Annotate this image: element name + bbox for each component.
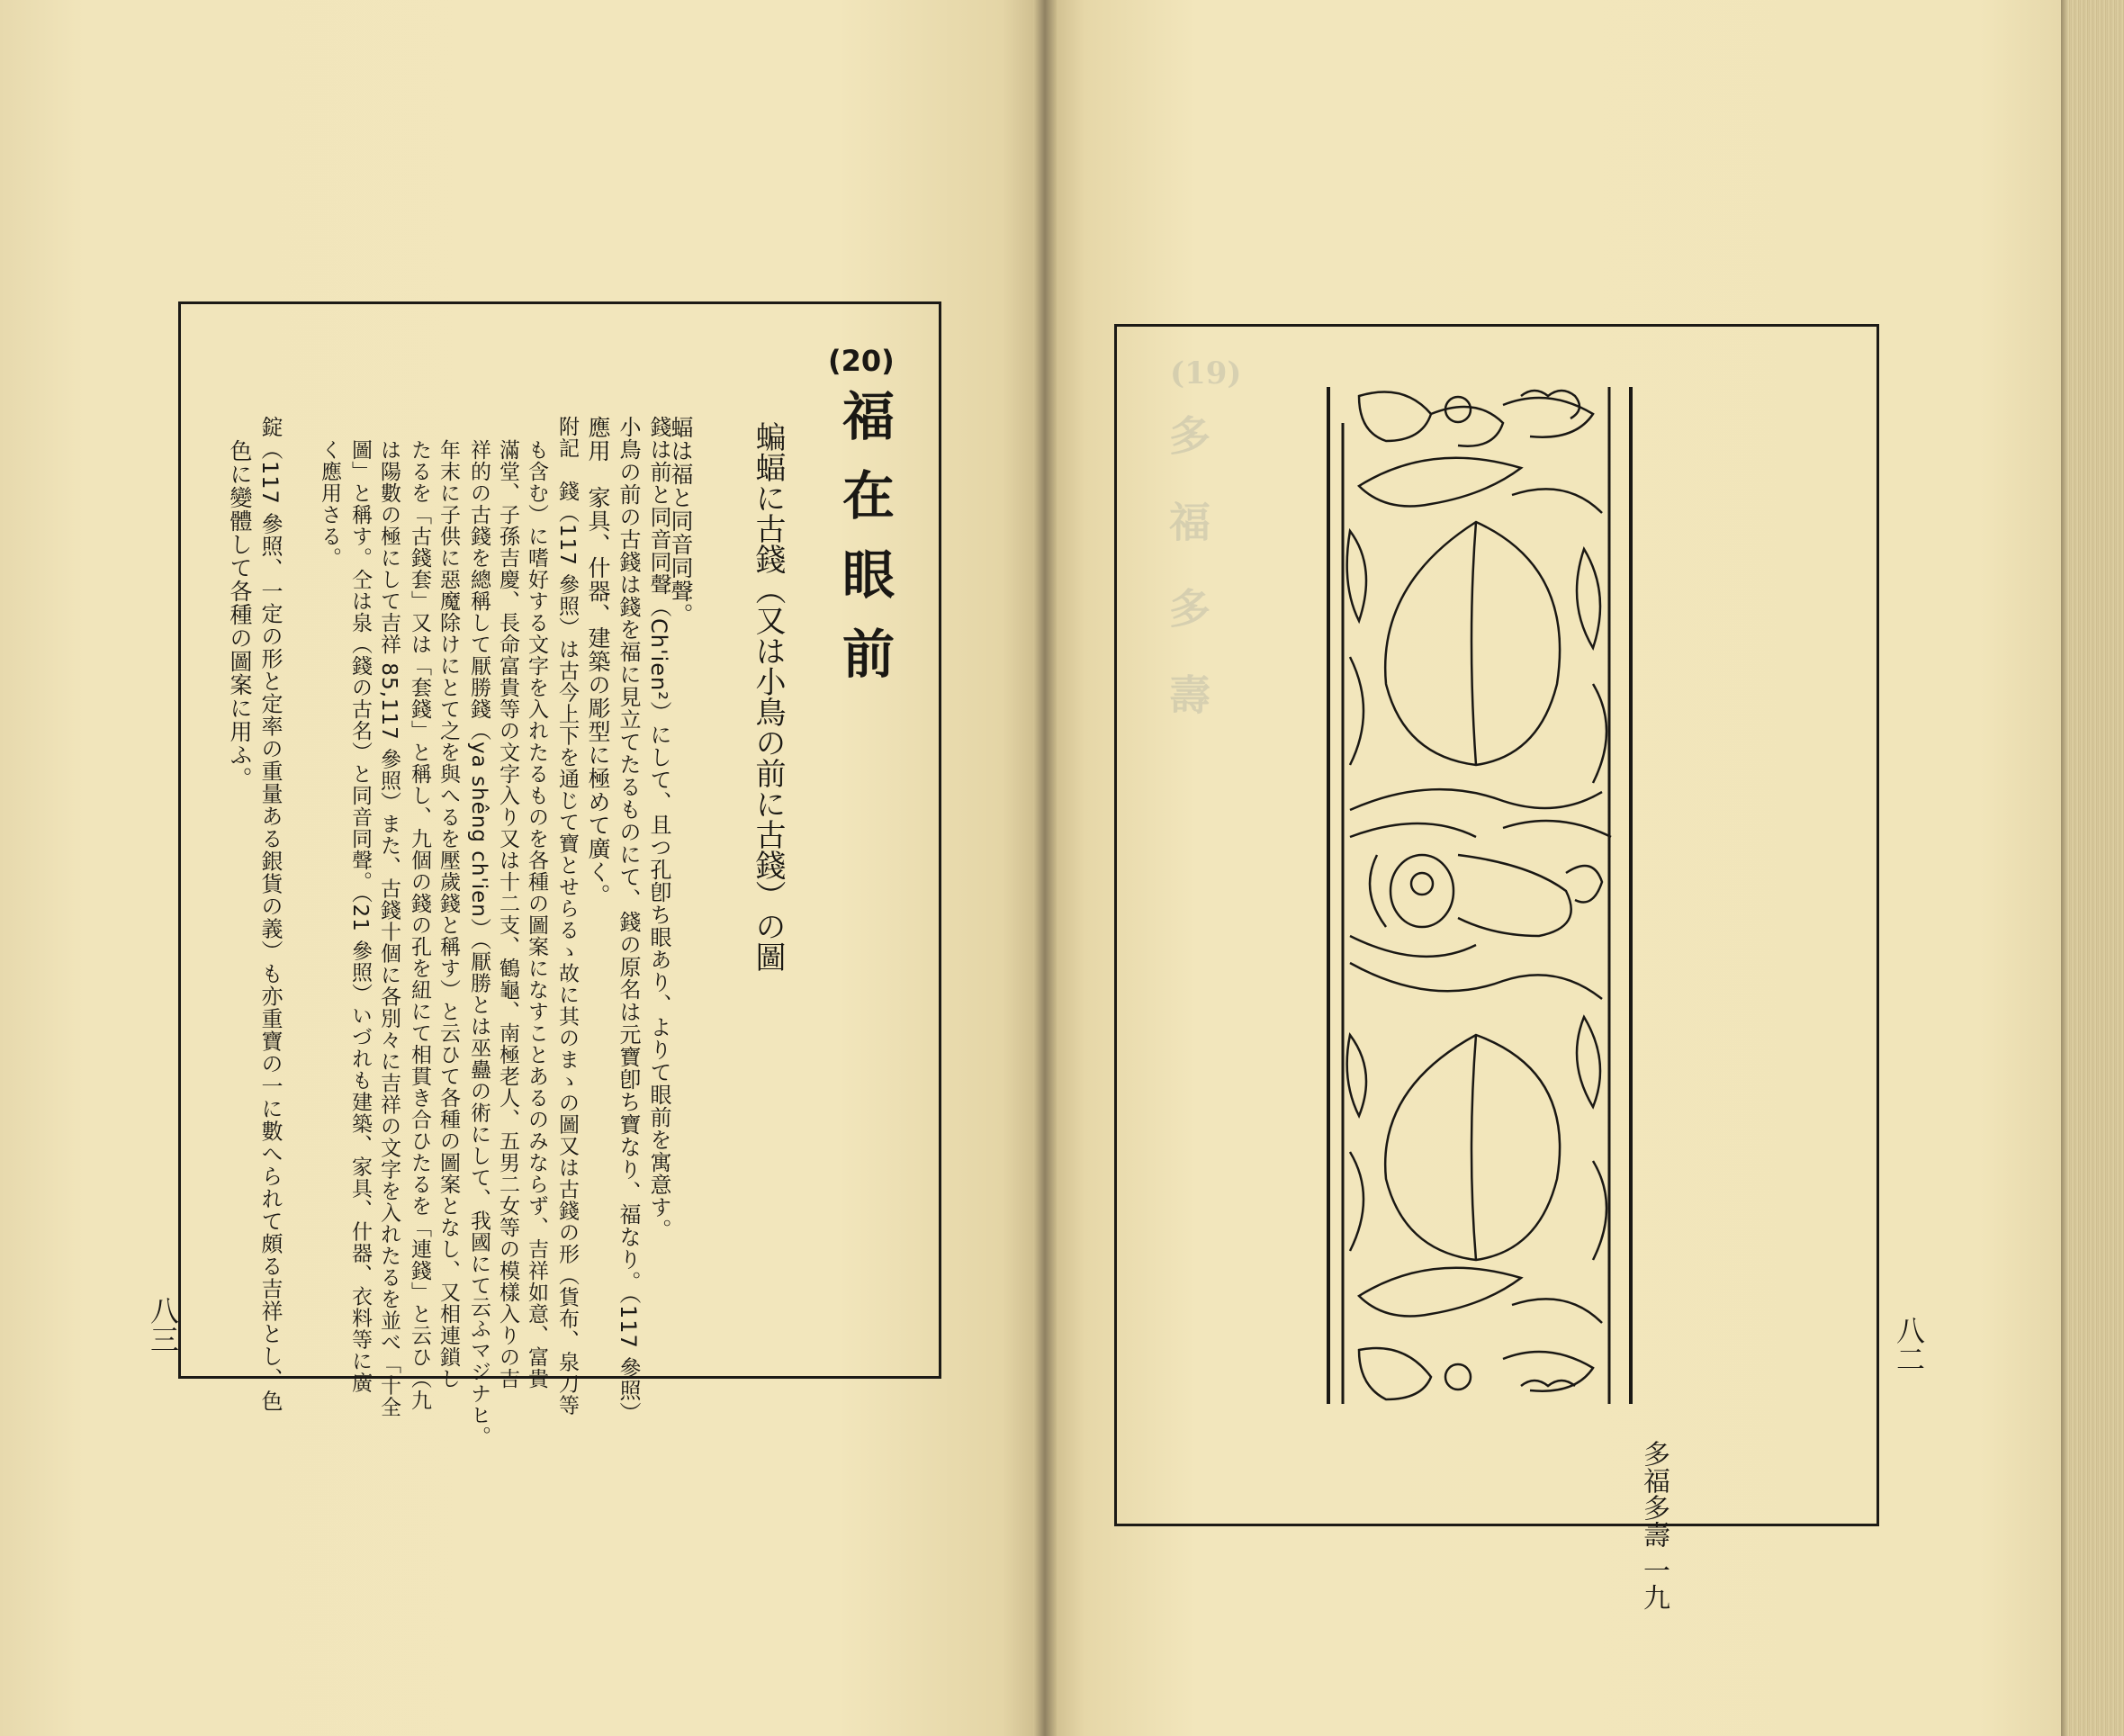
body-line: く應用さる。 — [318, 439, 341, 569]
body-line: 附記 錢（117 參照）は古今上下を通じて寶とせらるゝ故に其のまゝの圖又は古錢の形（貨布、泉刀等 — [555, 416, 579, 1417]
bat-and-peach-border-illustration — [1323, 387, 1640, 1404]
entry-subtitle: 蝙蝠に古錢（又は小鳥の前に古錢）の圖 — [750, 421, 786, 972]
body-line: たるを「古錢套」又は「套錢」と稱し、九個の錢の孔を紐にて相貫き合ひたるを「連錢」と云ひ（九 — [408, 439, 431, 1411]
bleed-through-title: 多福多壽 — [1163, 414, 1211, 760]
body-line: 蝠は福と同音同聲。 — [668, 416, 694, 626]
body-line: 圖」と稱す。仝は泉（錢の古名）と同音同聲。（21 參照）いづれも建築、家具、什器、衣料等に廣 — [348, 439, 372, 1394]
body-line: 錠（117 參照、一定の形と定率の重量ある銀貨の義）も亦重寶の一に數へられて頗る吉祥とし、色 — [257, 416, 283, 1413]
body-line: 年末に子供に惡魔除けにとて之を與へるを壓歲錢と稱す）と云ひて各種の圖案となし、又相連鎖し — [436, 439, 460, 1390]
page-edges — [2061, 0, 2124, 1736]
body-line: は陽數の極にして吉祥 85,117 參照）また、古錢十個に各別々に吉祥の文字を入れたるを並べ「十全 — [377, 439, 400, 1418]
body-line: 應用 家具、什器、建築の彫型に極めて廣く。 — [585, 416, 611, 907]
body-line: 祥的の古錢を總稱して厭勝錢（ya shêng ch'ien）（厭勝とは巫蠱の術にして、我國にて云ふマジナヒ。 — [467, 439, 490, 1448]
page-number-right: 八二 — [1892, 1316, 1926, 1373]
illustration-caption: 多福多壽 一九 — [1638, 1440, 1670, 1611]
body-line: 色に變體して各種の圖案に用ふ。 — [227, 439, 253, 790]
body-line: 小鳥の前の古錢は錢を福に見立てたるものにて、錢の原名は元寶卽ち寶なり、福なり。（117 參照） — [616, 416, 641, 1425]
book-gutter — [1033, 0, 1057, 1736]
body-line: 滿堂、子孫吉慶、長命富貴等の文字入り又は十二支、鶴龜、南極老人、五男二女等の模樣入りの吉 — [496, 439, 519, 1390]
page-number-left: 八三 — [146, 1296, 180, 1354]
body-line: も含む）に嗜好する文字を入れたるものを各種の圖案になすことあるのみならず、吉祥如意、富貴 — [525, 439, 548, 1390]
body-line: 錢は前と同音同聲（Ch'ien²）にして、且つ孔卽ち眼あり、よりて眼前を寓意す。 — [646, 416, 671, 1241]
bleed-through-number: (19) — [1170, 355, 1242, 391]
entry-title: 福在眼前 — [833, 389, 895, 706]
entry-number: (20) — [828, 344, 895, 378]
